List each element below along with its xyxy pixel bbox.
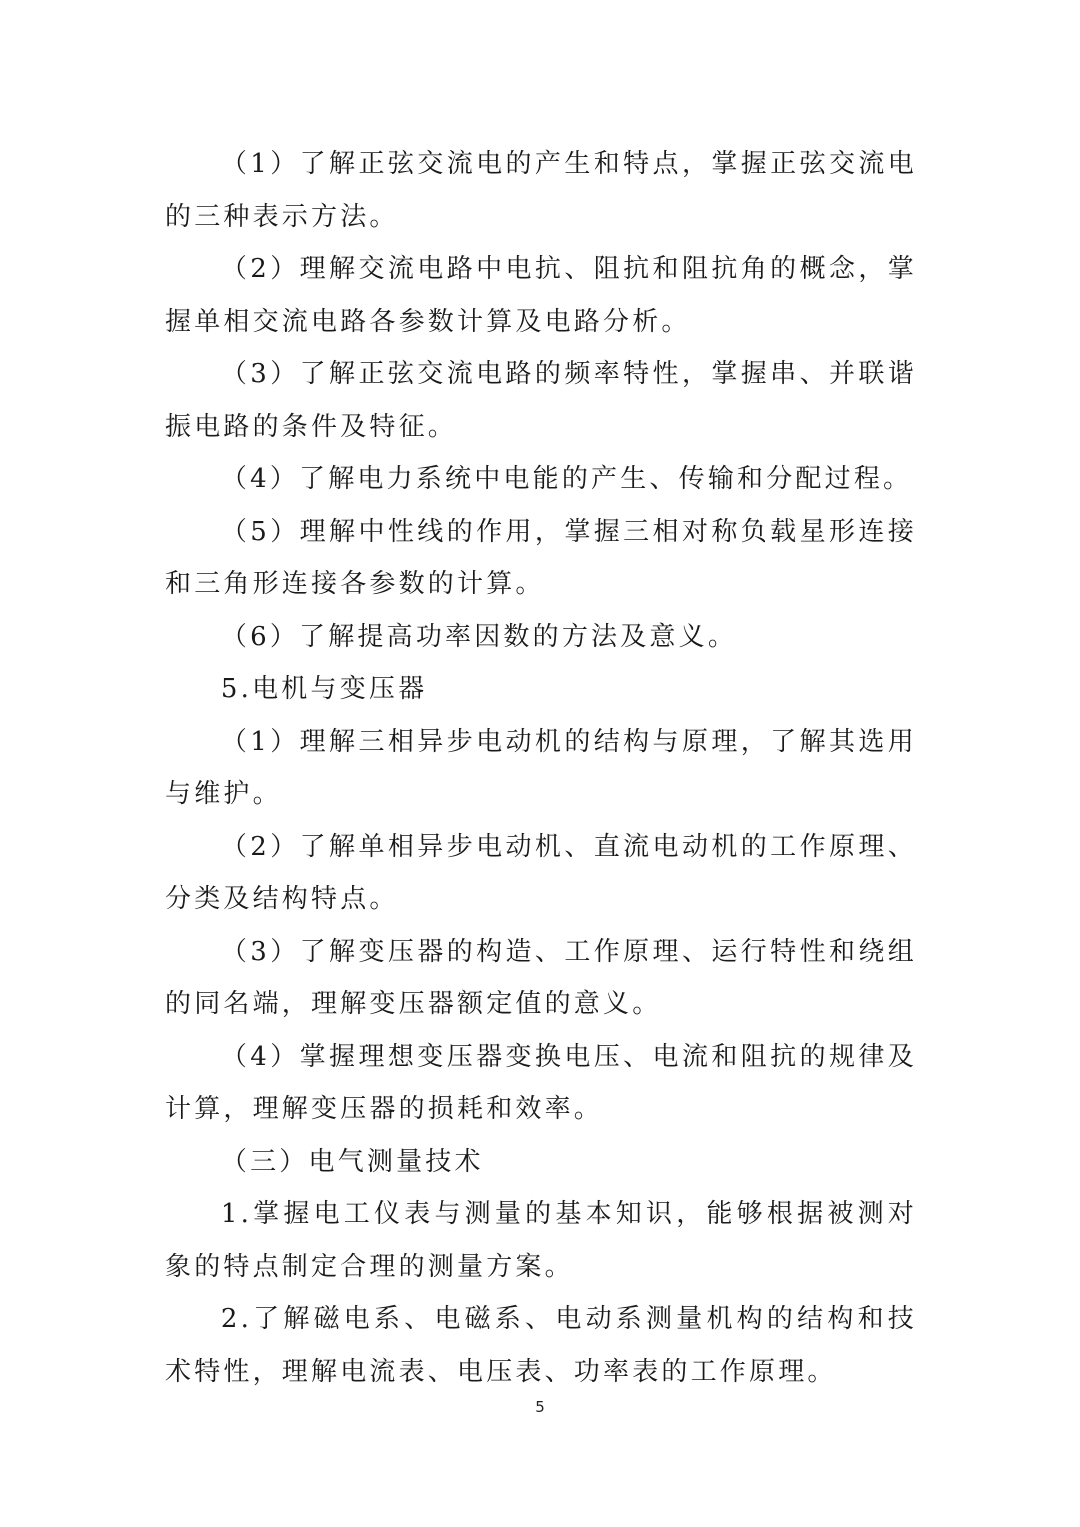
page-number: 5 (535, 1398, 545, 1416)
paragraph-transformer-construction: （3）了解变压器的构造、工作原理、运行特性和绕组的同名端，理解变压器额定值的意义。 (165, 936, 917, 1019)
paragraph-ideal-transformer: （4）掌握理想变压器变换电压、电流和阻抗的规律及计算，理解变压器的损耗和效率。 (165, 1041, 917, 1124)
paragraph-measurement-basics: 1.掌握电工仪表与测量的基本知识，能够根据被测对象的特点制定合理的测量方案。 (165, 1199, 917, 1282)
paragraph-ac-generation: （1）了解正弦交流电的产生和特点，掌握正弦交流电的三种表示方法。 (165, 149, 917, 232)
paragraph-reactance-impedance: （2）理解交流电路中电抗、阻抗和阻抗角的概念，掌握单相交流电路各参数计算及电路分析。 (165, 254, 917, 337)
paragraph-meter-mechanisms: 2.了解磁电系、电磁系、电动系测量机构的结构和技术特性，理解电流表、电压表、功率表的工作原理。 (165, 1304, 917, 1387)
paragraph-induction-motor: （1）理解三相异步电动机的结构与原理，了解其选用与维护。 (165, 726, 917, 809)
paragraph-resonance: （3）了解正弦交流电路的频率特性，掌握串、并联谐振电路的条件及特征。 (165, 359, 917, 442)
paragraph-power-system: （4）了解电力系统中电能的产生、传输和分配过程。 (220, 464, 913, 494)
section-heading-measurement: （三）电气测量技术 (220, 1146, 484, 1177)
section-heading-motors-transformers: 5.电机与变压器 (220, 674, 428, 704)
paragraph-power-factor: （6）了解提高功率因数的方法及意义。 (220, 621, 738, 652)
paragraph-three-phase: （5）理解中性线的作用，掌握三相对称负载星形连接和三角形连接各参数的计算。 (165, 516, 917, 599)
page-body (165, 138, 917, 1398)
paragraph-single-phase-dc-motor: （2）了解单相异步电动机、直流电动机的工作原理、分类及结构特点。 (165, 831, 917, 914)
